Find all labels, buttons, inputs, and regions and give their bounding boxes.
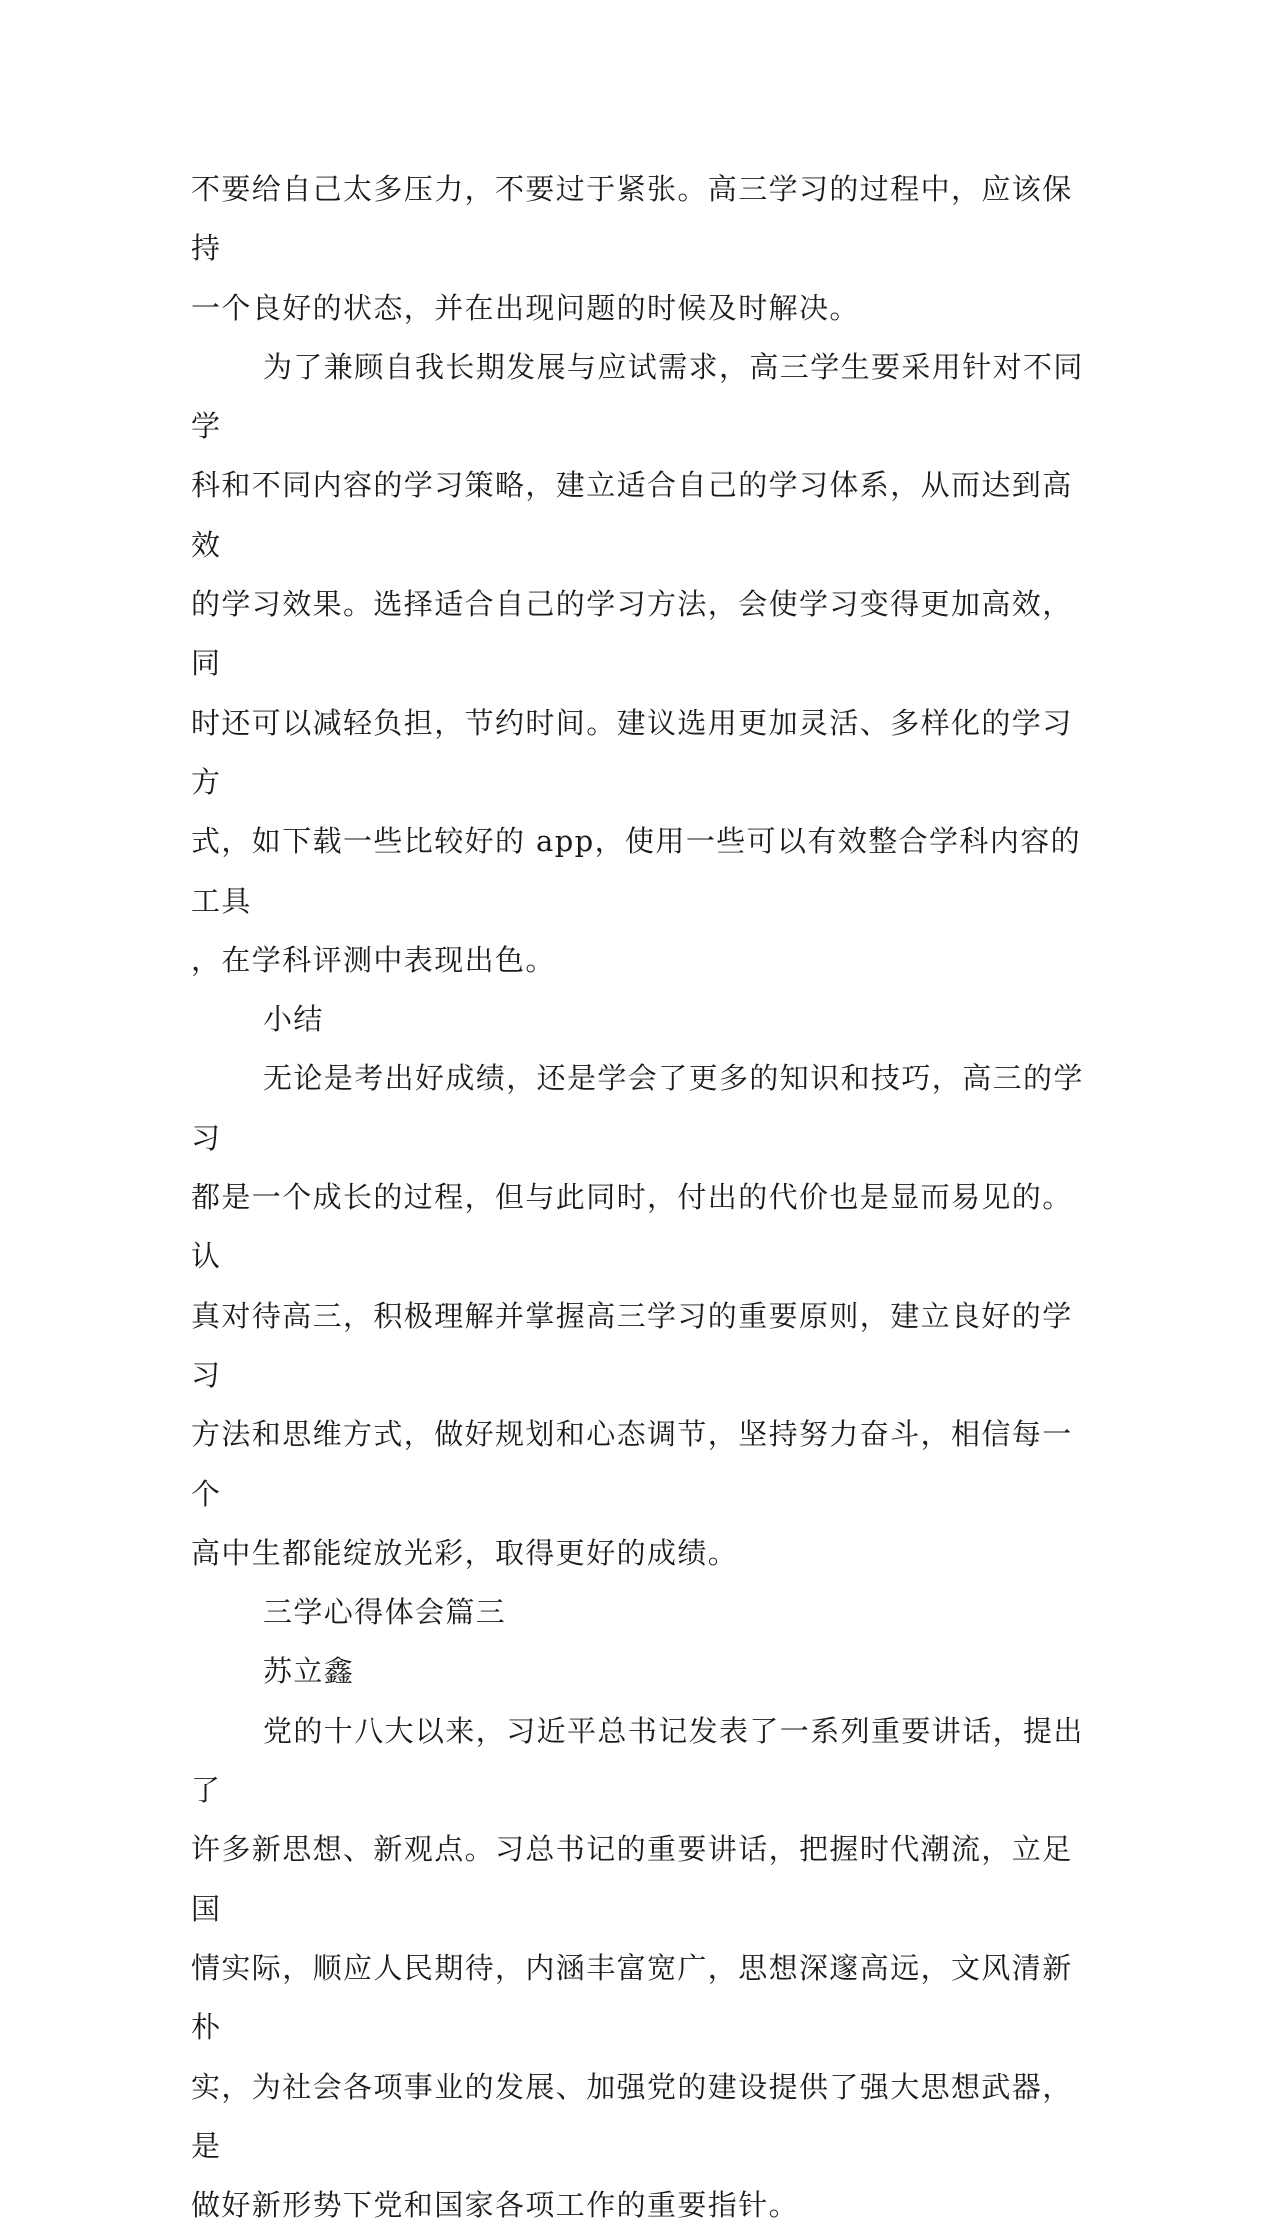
text-line: ，在学科评测中表现出色。 <box>191 942 556 977</box>
text-line: 高中生都能绽放光彩，取得更好的成绩。 <box>191 1535 739 1570</box>
text-line: 科和不同内容的学习策略，建立适合自己的学习体系，从而达到高效 <box>191 468 1073 562</box>
text-line: 时还可以减轻负担，节约时间。建议选用更加灵活、多样化的学习方 <box>191 705 1073 799</box>
text-line: 实，为社会各项事业的发展、加强党的建设提供了强大思想武器，是 <box>191 2069 1073 2163</box>
text-line: 情实际，顺应人民期待，内涵丰富宽广，思想深邃高远，文风清新朴 <box>191 1950 1073 2045</box>
text-line: 的学习效果。选择适合自己的学习方法，会使学习变得更加高效，同 <box>191 587 1073 681</box>
text-line: 一个良好的状态，并在出现问题的时候及时解决。 <box>191 290 860 325</box>
text-line: 都是一个成长的过程，但与此同时，付出的代价也是显而易见的。认 <box>191 1180 1073 1274</box>
text-line: 式，如下载一些比较好的 app，使用一些可以有效整合学科内容的工具 <box>191 824 1082 918</box>
text-line: 为了兼顾自我长期发展与应试需求，高三学生要采用针对不同学 <box>191 349 1084 444</box>
text-line: 无论是考出好成绩，还是学会了更多的知识和技巧，高三的学习 <box>191 1061 1084 1155</box>
section-heading-summary: 小结 <box>263 1002 324 1037</box>
text-line: 党的十八大以来，习近平总书记发表了一系列重要讲话，提出了 <box>191 1713 1084 1808</box>
text-line: 方法和思维方式，做好规划和心态调节，坚持努力奋斗，相信每一个 <box>191 1417 1073 1511</box>
text-line: 做好新形势下党和国家各项工作的重要指针。 <box>191 2188 800 2223</box>
text-line: 真对待高三，积极理解并掌握高三学习的重要原则，建立良好的学习 <box>191 1298 1073 1392</box>
section-heading-part-three: 三学心得体会篇三 <box>263 1595 507 1630</box>
text-line: 不要给自己太多压力，不要过于紧张。高三学习的过程中，应该保持 <box>191 172 1073 266</box>
author-name: 苏立鑫 <box>263 1654 355 1689</box>
text-line: 许多新思想、新观点。习总书记的重要讲话，把握时代潮流，立足国 <box>191 1832 1073 1926</box>
document-body <box>191 160 1091 2235</box>
